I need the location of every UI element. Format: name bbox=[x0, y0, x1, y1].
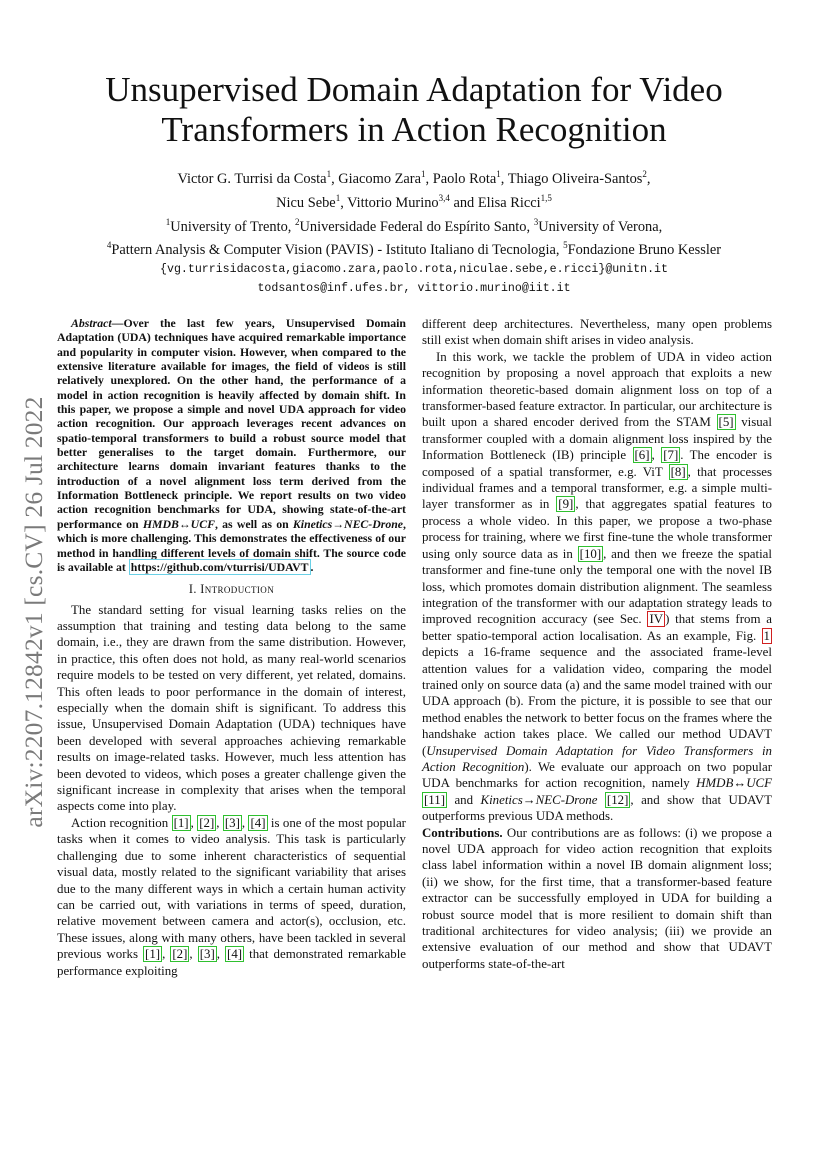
abstract-text: Over the last few years, Unsupervised Domain Adaptation (UDA) techniques have acquired remarkable importance and popularity in computer vision. However, when compared to the extensive literature available for images, the field of videos is still relatively unexplored. On the other hand, the performance of a model in action recognition is heavily affected by domain shift. In this paper, we propose a simple and novel UDA approach for video action recognition. Our approach leverages recent advances on spatio-temporal transformers to build a robust source model that better generalises to the target domain. Furthermore, our architecture learns domain invariant features thanks to the introduction of a novel alignment loss term derived from the Information Bottleneck principle. We report results on two video action recognition benchmarks for UDA, showing state-of-the-art performance on bbox=[57, 316, 406, 531]
affiliation-line-1 bbox=[60, 213, 768, 237]
author-affiliation-mark: 1 bbox=[326, 169, 332, 179]
citation-separator: , bbox=[216, 815, 223, 830]
email-line-2: todsantos@inf.ufes.br, vittorio.murino@iit.it bbox=[257, 282, 571, 296]
body-text: ). We evaluate our approach on two popular UDA benchmarks for action recognition, namely bbox=[422, 759, 772, 791]
benchmark-name: Kinetics→NEC-Drone bbox=[480, 792, 598, 807]
citation-link[interactable]: [3] bbox=[224, 815, 240, 830]
citation-link[interactable]: [11] bbox=[424, 792, 445, 807]
abstract-text: . bbox=[310, 559, 314, 574]
affiliation-number: 5 bbox=[563, 240, 568, 251]
body-text bbox=[597, 793, 604, 807]
citation-link[interactable]: [9] bbox=[558, 497, 574, 512]
citation-link[interactable]: [4] bbox=[250, 815, 266, 830]
arxiv-id: arXiv:2207.12842v1 [cs.CV] 26 Jul 2022 bbox=[19, 396, 48, 828]
abstract-text: , which is more challenging. This demonstrates the effectiveness of our method in handling different levels of domain shift. The source code is available at bbox=[57, 516, 406, 574]
citation-link[interactable]: [6] bbox=[634, 448, 650, 463]
affiliation-line-2 bbox=[60, 236, 768, 260]
email-line-1: {vg.turrisidacosta,giacomo.zara,paolo.rota,niculae.sebe,e.ricci}@unitn.it bbox=[160, 263, 668, 277]
contributions-paragraph bbox=[422, 825, 772, 973]
author-affiliation-mark: 1 bbox=[420, 169, 426, 179]
body-text: is one of the most popular tasks when it comes to video analysis. This task is particularly challenging due to some inherent characteristics of sequential visual data, mostly related to the significant variability that arises due to the many different ways in which a certain human activity can be carried out, with variations in terms of speed, duration, relative movement between camera and actor(s), occlusion, etc. These issues, along with many others, have been tackled in several previous works bbox=[57, 815, 406, 962]
affiliation-text: Pattern Analysis & Computer Vision (PAVIS) - Istituto Italiano di Tecnologia, bbox=[111, 242, 564, 259]
citation-separator: , bbox=[216, 947, 226, 962]
section-numeral: I. bbox=[188, 582, 201, 597]
body-text: . The encoder is composed of a spatial transformer, e.g. ViT bbox=[422, 448, 772, 479]
citation-separator: , bbox=[651, 448, 662, 463]
author-affiliation-mark: 3,4 bbox=[438, 192, 450, 203]
body-text: In this work, we tackle the problem of UDA in video action recognition by proposing a novel approach that exploits a new information theoretic-based domain alignment loss on top of a transformer-based feature extractor. In particular, our architecture is built upon a shared encoder derived from the STAM bbox=[422, 349, 772, 430]
author-block bbox=[60, 165, 768, 298]
figure-reference-link[interactable]: 1 bbox=[763, 628, 770, 643]
affiliation-text: University of Verona, bbox=[538, 218, 663, 235]
benchmark-name: HMDB↔UCF bbox=[696, 776, 772, 791]
author-affiliation-mark: 1 bbox=[496, 169, 501, 179]
author-and: and bbox=[453, 194, 475, 211]
body-text: that demonstrated remarkable performance exploiting bbox=[57, 947, 407, 978]
right-column bbox=[422, 316, 772, 972]
section-reference-link[interactable]: IV bbox=[649, 612, 664, 627]
intro-paragraph-2 bbox=[57, 815, 406, 979]
left-column bbox=[57, 316, 406, 979]
body-text: , and show that UDAVT outperforms previous UDA methods. bbox=[422, 792, 772, 824]
abstract bbox=[57, 316, 406, 574]
body-text: ) that stems from a better spatio-temporal action localisation. As an example, Fig. bbox=[422, 612, 772, 643]
right-paragraph-continuation: different deep architectures. Nevertheless, many open problems still exist when domain shift arises in video analysis. bbox=[422, 317, 772, 348]
citation-link[interactable]: [1] bbox=[145, 947, 161, 962]
right-paragraph-method bbox=[422, 349, 772, 825]
citation-link[interactable]: [2] bbox=[199, 815, 215, 830]
author-name: Elisa Ricci bbox=[477, 194, 541, 211]
citation-link[interactable]: [2] bbox=[172, 947, 188, 962]
author-affiliation-mark: 1 bbox=[335, 192, 341, 203]
author-line-2: Nicu Sebe$^1$, Vittorio Murino$^{3,4}$ and Elisa Ricci$^{1,5}$ bbox=[276, 192, 552, 211]
body-text: , and then we freeze the spatial transformer and fine-tune only the temporal one with the novel IB loss, which promotes domain distribution alignment. The seamless integration of the transformer with our adaptation strategy leads to improved recognition accuracy (see Sec. bbox=[422, 546, 772, 627]
affiliation-text: Universidade Federal do Espírito Santo, bbox=[299, 218, 534, 235]
citation-link[interactable]: [7] bbox=[663, 448, 679, 463]
abstract-label: Abstract bbox=[71, 316, 112, 330]
body-text: visual transformer coupled with a domain alignment loss inspired by the Information Bottleneck (IB) principle bbox=[422, 415, 772, 463]
affiliation-text: University of Trento, bbox=[170, 218, 295, 235]
citation-separator: , bbox=[241, 815, 249, 830]
author-line-1: Victor G. Turrisi da Costa$^1$, Giacomo Zara$^1$, Paolo Rota$^1$, Thiago Oliveira-Santos$^2$, bbox=[177, 169, 651, 187]
contributions-heading: Contributions. bbox=[422, 825, 503, 840]
paper-title: Unsupervised Domain Adaptation for Video Transformers in Action Recognition bbox=[105, 70, 723, 149]
benchmark-name: HMDB↔UCF bbox=[142, 516, 215, 531]
citation-separator: , bbox=[190, 815, 198, 830]
affiliation-number: 4 bbox=[106, 240, 112, 251]
intro-paragraph-1: The standard setting for visual learning tasks relies on the assumption that training and testing data belong to the same domain, i.e., they are drawn from the same distribution. However, in practice, this often does not hold, as many real-world scenarios require models to be tested on very different, yet related, domains. This often leads to poor performance in the domain of interest, especially when the domain shift is significant. To address this issue, Unsupervised Domain Adaptation (UDA) techniques have been developed with several approaches achieving remarkable results on image-related tasks. However, much less attention has been devoted to videos, which poses a greater challenge given the significant increase in complexity that arises when the temporal aspects come into play. bbox=[57, 602, 406, 814]
citation-link[interactable]: [4] bbox=[227, 947, 243, 962]
author-name: Paolo Rota bbox=[432, 170, 497, 187]
section-heading-introduction bbox=[57, 581, 406, 597]
body-text: Action recognition bbox=[71, 815, 172, 830]
affiliation-text: Fondazione Bruno Kessler bbox=[567, 242, 722, 259]
affiliation-number: 2 bbox=[295, 216, 300, 227]
author-name: Vittorio Murino bbox=[347, 194, 439, 211]
author-name: Victor G. Turrisi da Costa bbox=[177, 170, 327, 187]
method-full-name: Unsupervised Domain Adaptation for Video Transformers in Action Recognition bbox=[422, 743, 772, 774]
author-name: Giacomo Zara bbox=[338, 170, 421, 187]
citation-link[interactable]: [3] bbox=[199, 947, 215, 962]
body-text: , that aggregates spatial features to process a whole video. In this paper, we propose a two-phase process for training, where we first fine-tune the whole transformer using only source data as in bbox=[422, 497, 773, 561]
author-name: Nicu Sebe bbox=[276, 194, 336, 211]
citation-link[interactable]: [1] bbox=[173, 815, 189, 830]
body-text: , that processes individual frames and a temporal transformer, e.g. a simple multi-layer transformer as in bbox=[422, 464, 772, 512]
citation-link[interactable]: [5] bbox=[718, 415, 734, 430]
abstract-dash: — bbox=[111, 316, 124, 330]
author-affiliation-mark: 2 bbox=[642, 169, 647, 179]
benchmark-name: Kinetics→NEC-Drone bbox=[292, 516, 404, 531]
author-affiliation-mark: 1,5 bbox=[540, 192, 552, 203]
author-name: Thiago Oliveira-Santos bbox=[507, 170, 643, 187]
body-text: Our contributions are as follows: (i) we propose a novel UDA approach for video action recognition that exploits class label information within a novel IB domain alignment loss; (ii) we show, for the first time, that a transformer-based feature extractor can be successfully employed in UDA for building a robust source model that is more resilient to domain shift than traditional architectures for video analysis; (iii) we provide an extensive evaluation of our method and show that UDAVT outperforms state-of-the-art bbox=[422, 825, 772, 971]
body-text: depicts a 16-frame sequence and the associated frame-level attention values for a validation video, comparing the model trained only on source data (a) and the same model trained with our UDA approach (b). From the picture, it is possible to see that our method enables the network to better focus on the frames where the handshake action takes place. We called our method UDAVT ( bbox=[422, 645, 772, 758]
affiliation-number: 1 bbox=[165, 216, 171, 227]
section-title: Introduction bbox=[200, 582, 275, 597]
citation-separator: , bbox=[189, 947, 198, 962]
source-code-link[interactable]: https://github.com/vturrisi/UDAVT bbox=[130, 559, 309, 574]
affiliation-number: 3 bbox=[533, 216, 539, 227]
abstract-text: , as well as on bbox=[214, 516, 293, 531]
citation-link[interactable]: [10] bbox=[579, 546, 602, 561]
arxiv-sidebar-stamp bbox=[12, 372, 56, 852]
citation-separator: , bbox=[162, 947, 171, 962]
body-text: and bbox=[447, 792, 481, 807]
citation-link[interactable]: [12] bbox=[606, 792, 629, 807]
citation-link[interactable]: [8] bbox=[670, 464, 686, 479]
